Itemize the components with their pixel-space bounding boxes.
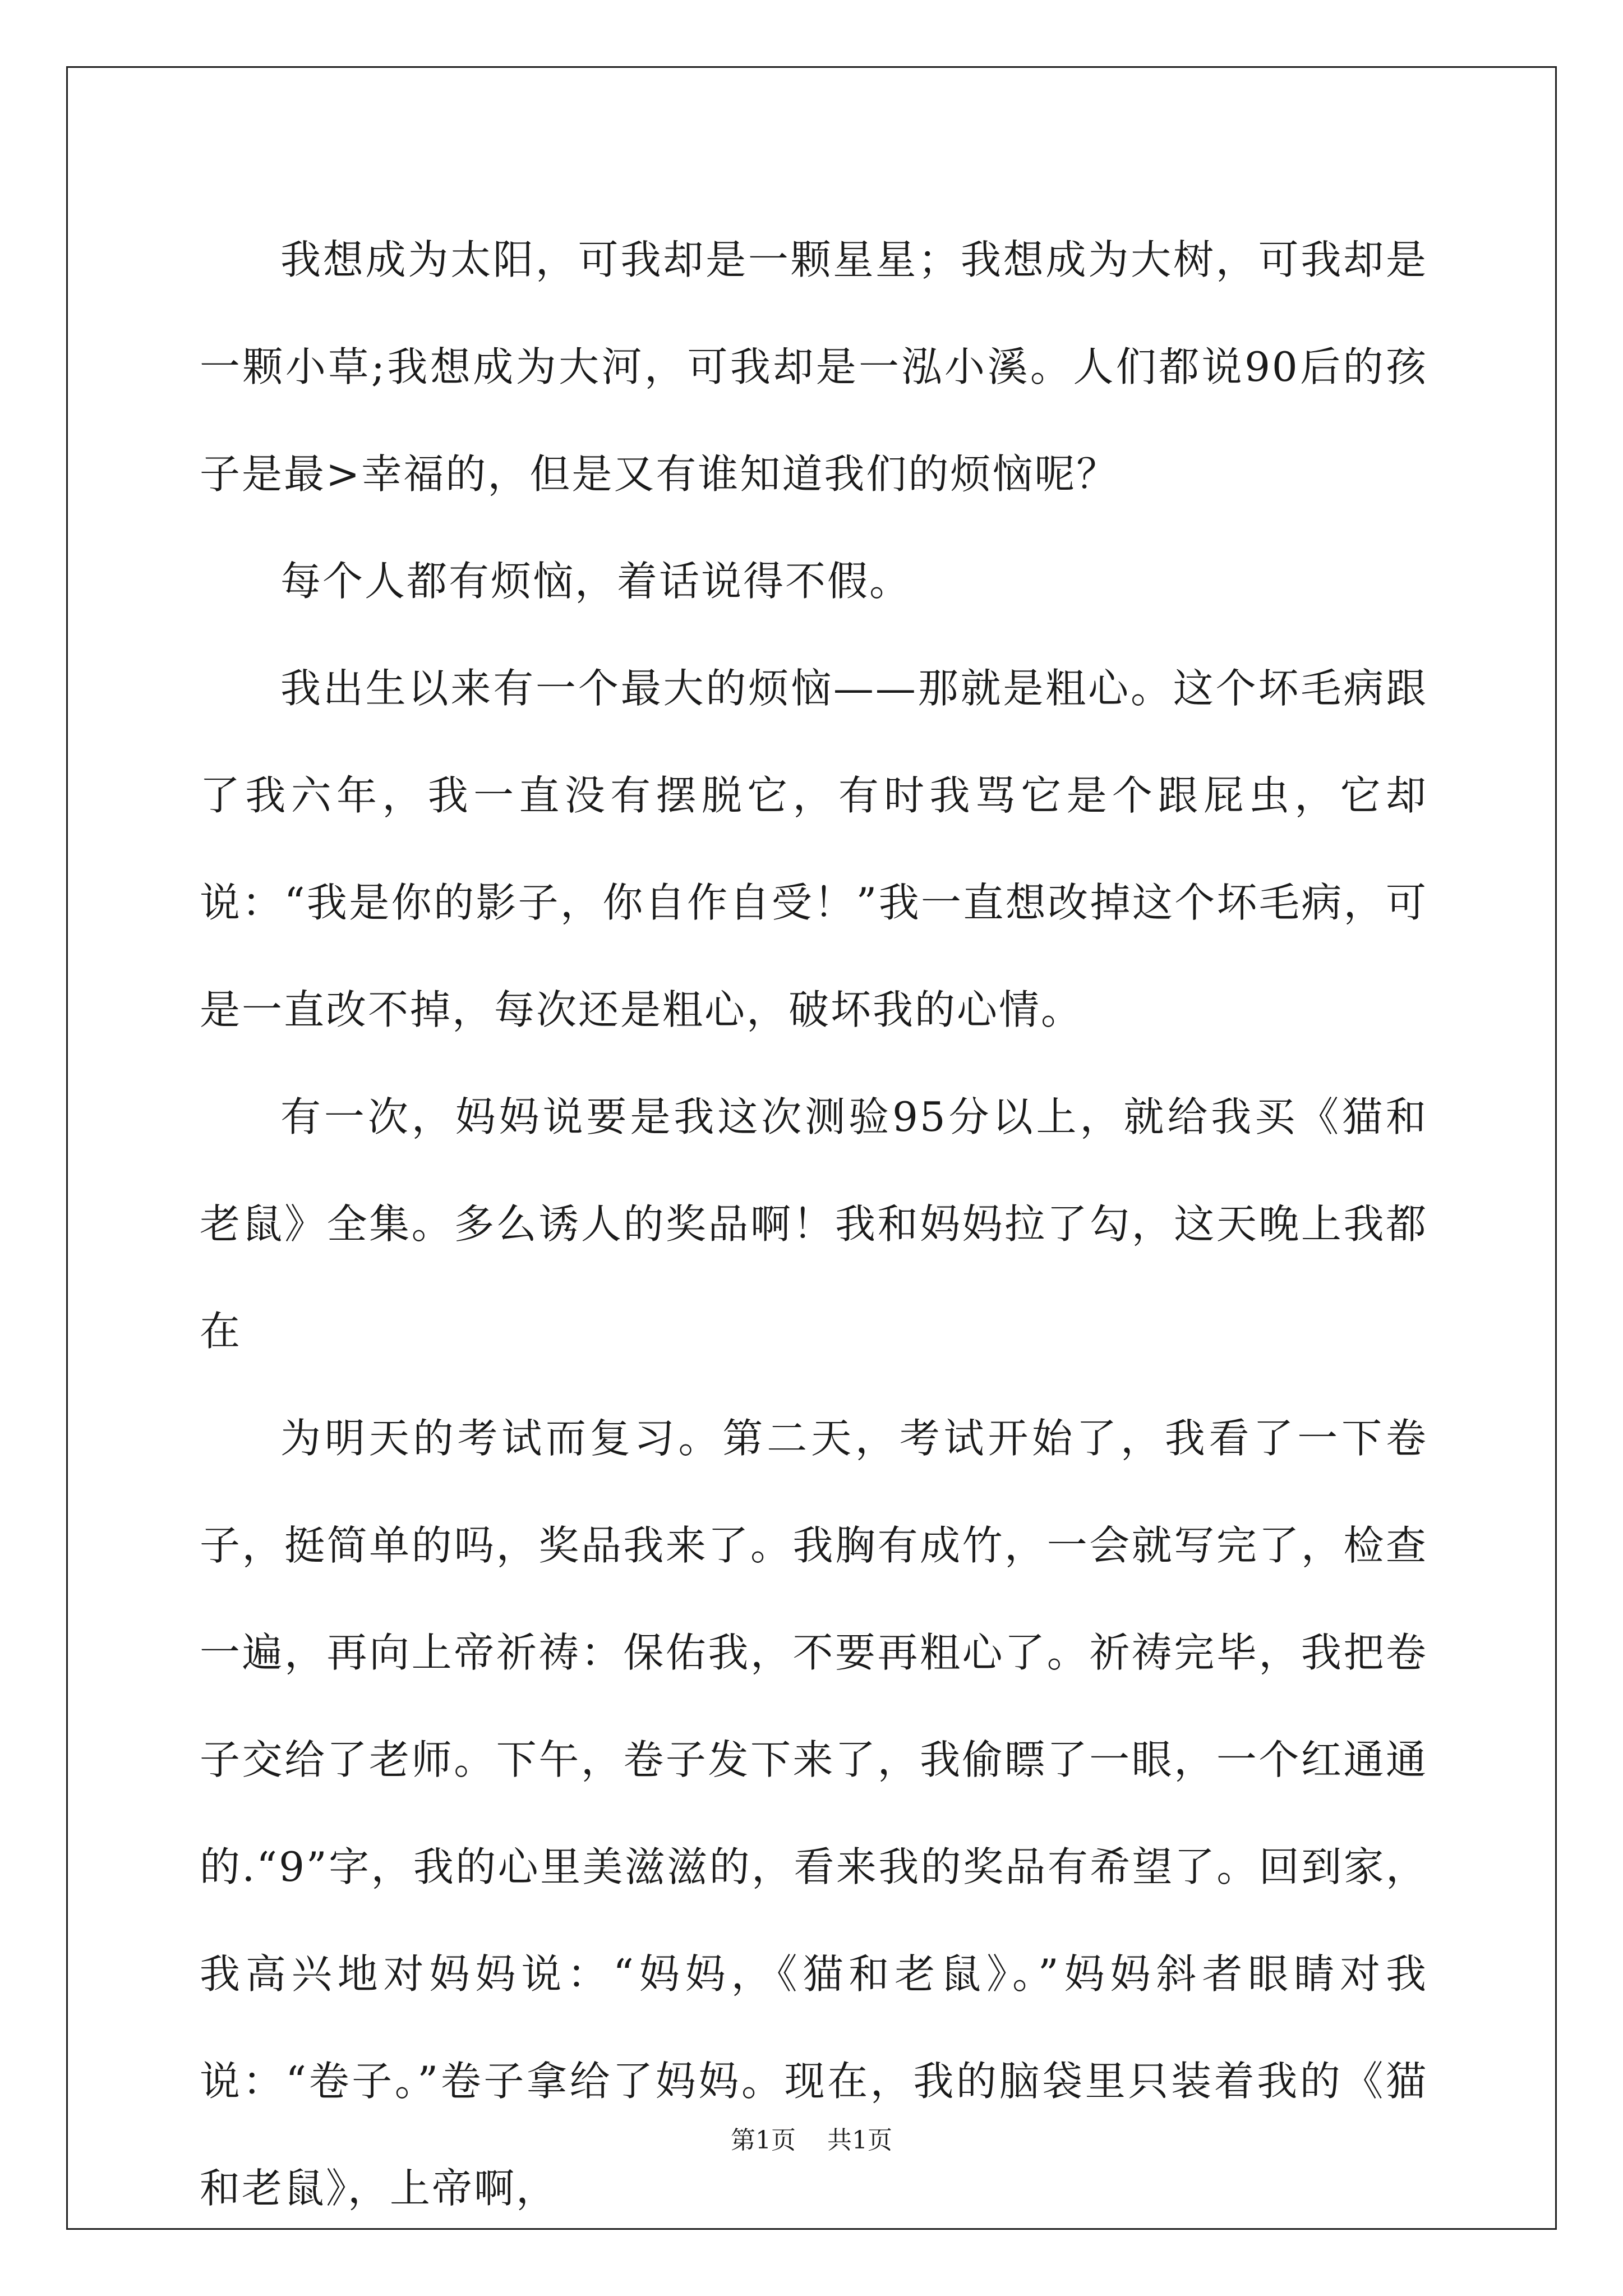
paragraph-4: 有一次，妈妈说要是我这次测验95分以上，就给我买《猫和老鼠》全集。多么诱人的奖品啊！我和妈妈拉了勾，这天晚上我都在 [200,1093,1428,1355]
article-body [200,206,1428,2242]
page-number: 第1页 [731,2126,796,2155]
paragraph-3: 我出生以来有一个最大的烦恼——那就是粗心。这个坏毛病跟了我六年，我一直没有摆脱它，有时我骂它是个跟屁虫，它却说：“我是你的影子，你自作自受！”我一直想改掉这个坏毛病，可是一直改不掉，每次还是粗心，破坏我的心情。 [200,665,1428,1033]
page-total: 共1页 [827,2126,892,2155]
page-footer [0,2124,1623,2157]
paragraph-5: 为明天的考试而复习。第二天，考试开始了，我看了一下卷子，挺简单的吗，奖品我来了。我胸有成竹，一会就写完了，检查一遍，再向上帝祈祷：保佑我，不要再粗心了。祈祷完毕，我把卷子交给了老师。下午，卷子发下来了，我偷瞟了一眼，一个红通通的.“9”字，我的心里美滋滋的，看来我的奖品有希望了。回到家，我高兴地对妈妈说：“妈妈，《猫和老鼠》。”妈妈斜者眼睛对我说：“卷子。”卷子拿给了妈妈。现在，我的脑袋里只装着我的《猫和老鼠》，上帝啊， [200,1415,1428,2212]
paragraph-1: 我想成为太阳，可我却是一颗星星；我想成为大树，可我却是一颗小草;我想成为大河，可我却是一泓小溪。人们都说90后的孩子是最>幸福的，但是又有谁知道我们的烦恼呢？ [200,236,1428,498]
paragraph-2: 每个人都有烦恼，着话说得不假。 [280,558,912,605]
